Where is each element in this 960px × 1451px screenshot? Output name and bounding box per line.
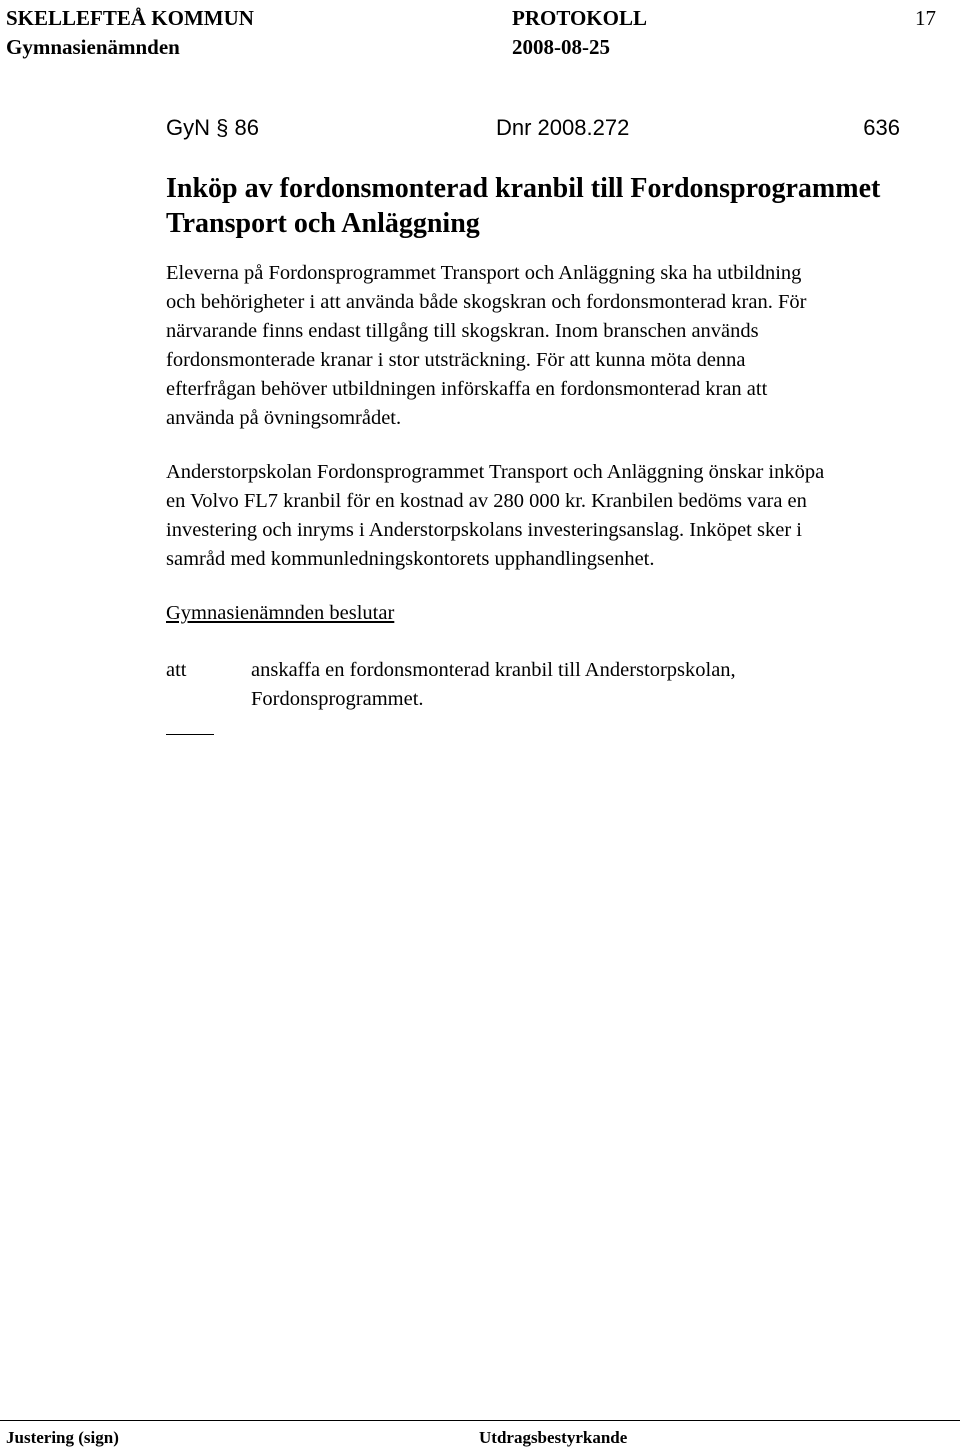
decision-text: [251, 656, 736, 714]
paragraph-line: Anderstorpskolan Fordonsprogrammet Transport och Anläggning önskar inköpa: [166, 461, 825, 483]
decision-lead-word: att: [166, 659, 187, 681]
section-end-rule: [166, 734, 214, 735]
paragraph-line: använda på övningsområdet.: [166, 407, 402, 429]
committee-name: Gymnasienämnden: [6, 35, 180, 59]
paragraph-line: en Volvo FL7 kranbil för en kostnad av 280 000 kr. Kranbilen bedöms vara en: [166, 490, 807, 512]
header-row-1: [6, 4, 950, 33]
archive-code: 636: [863, 115, 900, 140]
paragraph-line: investering och inryms i Anderstorpskolans investeringsanslag. Inköpet sker i: [166, 519, 802, 541]
item-title: [166, 171, 956, 241]
meeting-date: 2008-08-25: [512, 35, 610, 59]
body-paragraph-proposal: [166, 458, 956, 574]
document-type: PROTOKOLL: [512, 6, 647, 30]
paragraph-line: efterfrågan behöver utbildningen införskaffa en fordonsmonterad kran att: [166, 378, 768, 400]
footer-divider: [0, 1420, 960, 1421]
page-header: [6, 4, 950, 62]
paragraph-reference: GyN § 86: [166, 115, 259, 140]
body-paragraph-background: [166, 259, 956, 433]
paragraph-line: samråd med kommunledningskontorets upphandlingsenhet.: [166, 548, 655, 570]
paragraph-line: Eleverna på Fordonsprogrammet Transport och Anläggning ska ha utbildning: [166, 262, 802, 284]
title-line: Inköp av fordonsmonterad kranbil till Fordonsprogrammet: [166, 173, 881, 204]
decision-line: anskaffa en fordonsmonterad kranbil till Anderstorpskolan,: [251, 659, 736, 681]
diary-number: Dnr 2008.272: [496, 115, 630, 140]
decision-line: Fordonsprogrammet.: [251, 688, 424, 710]
justering-label: Justering (sign): [6, 1428, 119, 1447]
decision-heading: Gymnasienämnden beslutar: [166, 602, 395, 624]
title-line: Transport och Anläggning: [166, 208, 480, 239]
page-number: 17: [915, 6, 936, 30]
organization-name: SKELLEFTEÅ KOMMUN: [6, 6, 254, 30]
header-row-2: [6, 33, 950, 62]
paragraph-line: och behörigheter i att använda både skogskran och fordonsmonterad kran. För: [166, 291, 807, 313]
utdrag-label: Utdragsbestyrkande: [479, 1428, 628, 1447]
paragraph-line: fordonsmonterade kranar i stor utsträckning. För att kunna möta denna: [166, 349, 746, 371]
reference-line: [166, 113, 906, 143]
paragraph-line: närvarande finns endast tillgång till skogskran. Inom branschen används: [166, 320, 759, 342]
